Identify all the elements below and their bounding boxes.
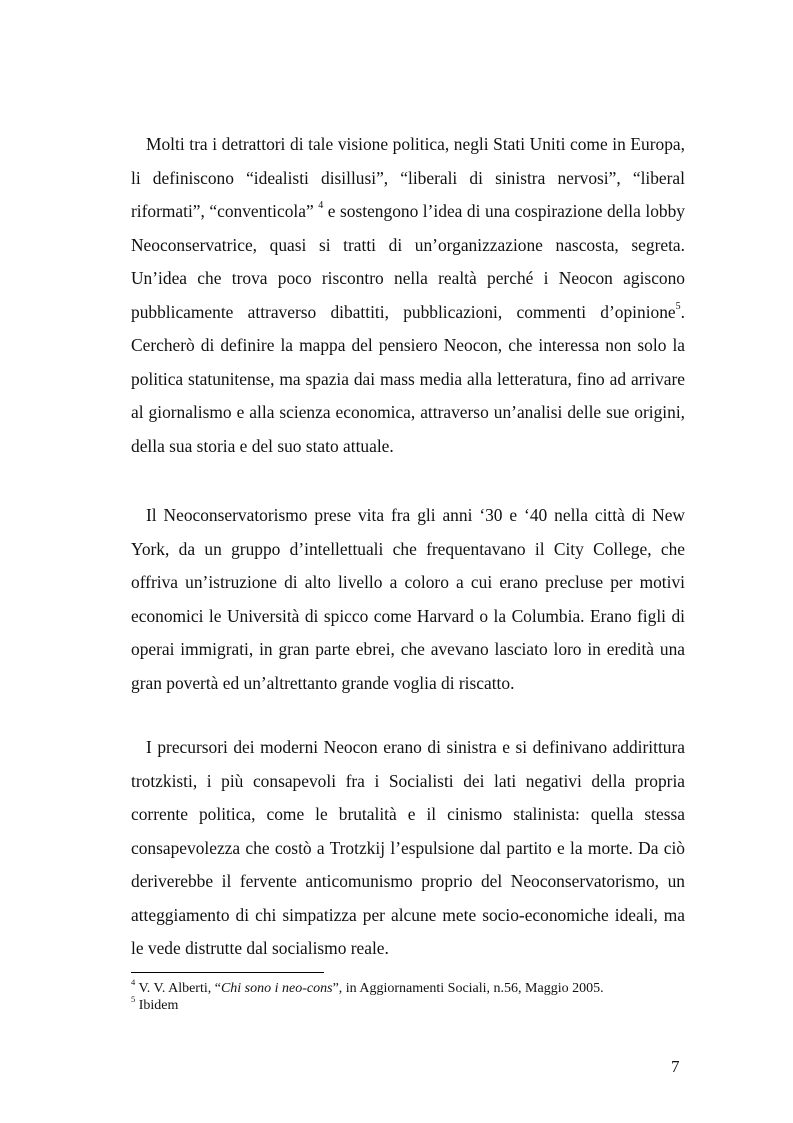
paragraph-1	[131, 128, 685, 463]
footnote-4-title: Chi sono i neo-cons	[220, 981, 333, 996]
paragraph-3-text: I precursori dei moderni Neocon erano di sinistra e si definivano addirittura trotzkisti, i più consapevoli fra i Socialisti dei lati negativi della propria corrente politica, come le brutalità e il cinismo stalinista: quella stessa consapevolezza che costò a Trotzkij l’espulsione dal partito e la morte. Da ciò deriverebbe il fervente anticomunismo proprio del Neoconservatorismo, un atteggiamento di chi simpatizza per alcune mete socio-economiche ideali, ma le vede distrutte dal socialismo reale.	[131, 737, 685, 958]
footnote-4-pre: V. V. Alberti, “	[135, 981, 221, 996]
footnote-4-number: 4	[131, 977, 136, 988]
page-number: 7	[671, 1057, 680, 1076]
footnotes	[131, 977, 685, 1014]
paragraph-3	[131, 731, 685, 966]
paragraph-2	[131, 499, 685, 700]
footnote-4-post: ”, in Aggiornamenti Sociali, n.56, Maggio 2005.	[332, 981, 604, 996]
footnote-separator	[131, 972, 324, 973]
footnote-ref-4[interactable]: 4	[318, 200, 324, 212]
paragraph-1-text-c: . Cercherò di definire la mappa del pensiero Neocon, che interessa non solo la politica statunitense, ma spazia dai mass media alla letteratura, fino ad arrivare al giornalismo e alla scienza economica, attraverso un’analisi delle sue origini, della sua storia e del suo stato attuale.	[131, 301, 685, 456]
paragraph-1-text-a: Molti tra i detrattori di tale visione politica, negli Stati Uniti come in Europa, li definiscono “idealisti disillusi”, “liberali di sinistra nervosi”, “liberal riformati”, “conventicola”	[131, 134, 685, 221]
footnote-4	[131, 977, 685, 997]
footnote-5-number: 5	[131, 994, 136, 1005]
footnote-ref-5[interactable]: 5	[675, 300, 681, 312]
footnote-5-text: Ibidem	[135, 998, 179, 1013]
paragraph-1-text-b: e sostengono l’idea di una cospirazione della lobby Neoconservatrice, quasi si tratti di un’organizzazione nascosta, segreta. Un’idea che trova poco riscontro nella realtà perché i Neocon agiscono pubblicamente attraverso dibattiti, pubblicazioni, commenti d’opinione	[131, 201, 685, 322]
footnote-5	[131, 994, 685, 1014]
paragraph-2-text: Il Neoconservatorismo prese vita fra gli anni ‘30 e ‘40 nella città di New York, da un gruppo d’intellettuali che frequentavano il City College, che offriva un’istruzione di alto livello a coloro a cui erano precluse per motivi economici le Università di spicco come Harvard o la Columbia. Erano figli di operai immigrati, in gran parte ebrei, che avevano lasciato loro in eredità una gran povertà ed un’altrettanto grande voglia di riscatto.	[131, 505, 685, 693]
